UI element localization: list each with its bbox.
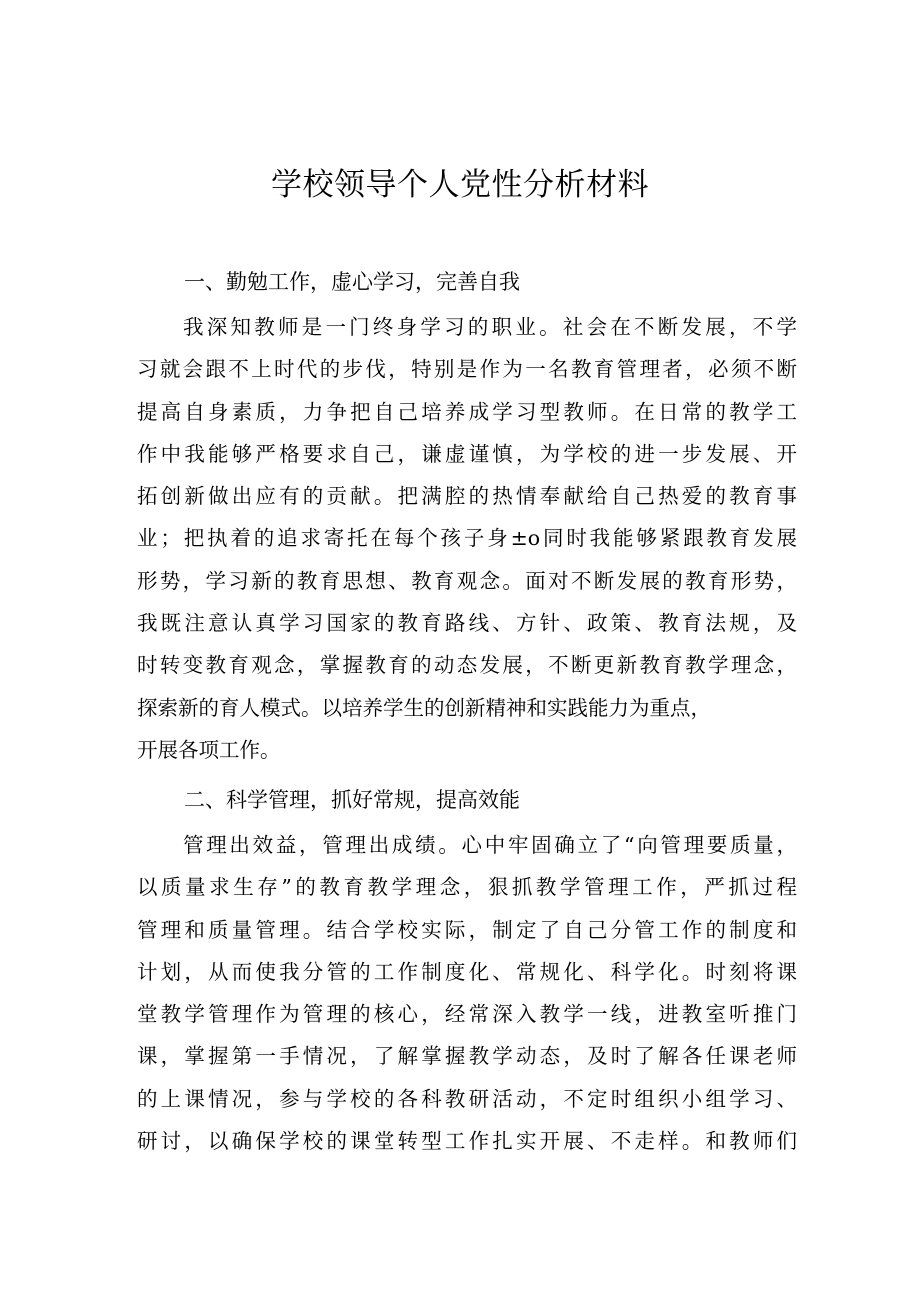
paragraph-line: 作中我能够严格要求自己，谦虚谨慎，为学校的进一步发展、开 bbox=[137, 441, 797, 466]
paragraph-line: 管理和质量管理。结合学校实际，制定了自己分管工作的制度和 bbox=[137, 917, 797, 942]
section-1-paragraph bbox=[137, 306, 797, 771]
section-1-heading: 一、勤勉工作，虚心学习，完善自我 bbox=[184, 270, 520, 294]
paragraph-line: 我既注意认真学习国家的教育路线、方针、政策、教育法规，及 bbox=[137, 611, 797, 636]
paragraph-line: 以质量求生存”的教育教学理念，狠抓教学管理工作，严抓过程 bbox=[137, 875, 797, 900]
paragraph-line: 课，掌握第一手情况，了解掌握教学动态，及时了解各任课老师 bbox=[137, 1044, 797, 1069]
paragraph-line: 的上课情况，参与学校的各科教研活动，不定时组织小组学习、 bbox=[137, 1086, 797, 1111]
paragraph-line: 计划，从而使我分管的工作制度化、常规化、科学化。时刻将课 bbox=[137, 959, 797, 984]
paragraph-line: 时转变教育观念，掌握教育的动态发展，不断更新教育教学理念， bbox=[137, 653, 797, 678]
section-2-paragraph bbox=[137, 824, 797, 1162]
paragraph-line: 堂教学管理作为管理的核心，经常深入教学一线，进教室听推门 bbox=[137, 1002, 797, 1027]
paragraph-line: 拓创新做出应有的贡献。把满腔的热情奉献给自己热爱的教育事 bbox=[137, 484, 797, 509]
paragraph-line: 提高自身素质，力争把自己培养成学习型教师。在日常的教学工 bbox=[137, 399, 797, 424]
paragraph-line: 习就会跟不上时代的步伐，特别是作为一名教育管理者，必须不断 bbox=[137, 357, 797, 382]
paragraph-line: 形势，学习新的教育思想、教育观念。面对不断发展的教育形势， bbox=[137, 568, 797, 593]
paragraph-line: 我深知教师是一门终身学习的职业。社会在不断发展，不学 bbox=[183, 315, 797, 339]
paragraph-line: 探索新的育人模式。以培养学生的创新精神和实践能力为重点， bbox=[137, 695, 711, 720]
paragraph-line: 管理出效益，管理出成绩。心中牢固确立了“向管理要质量， bbox=[183, 833, 797, 857]
document-title: 学校领导个人党性分析材料 bbox=[271, 167, 649, 203]
paragraph-line: 开展各项工作。 bbox=[137, 737, 281, 762]
section-2-heading: 二、科学管理，抓好常规，提高效能 bbox=[184, 788, 520, 812]
paragraph-line: 研讨，以确保学校的课堂转型工作扎实开展、不走样。和教师们 bbox=[137, 1129, 797, 1154]
paragraph-line: 业；把执着的追求寄托在每个孩子身±o同时我能够紧跟教育发展 bbox=[137, 526, 797, 551]
